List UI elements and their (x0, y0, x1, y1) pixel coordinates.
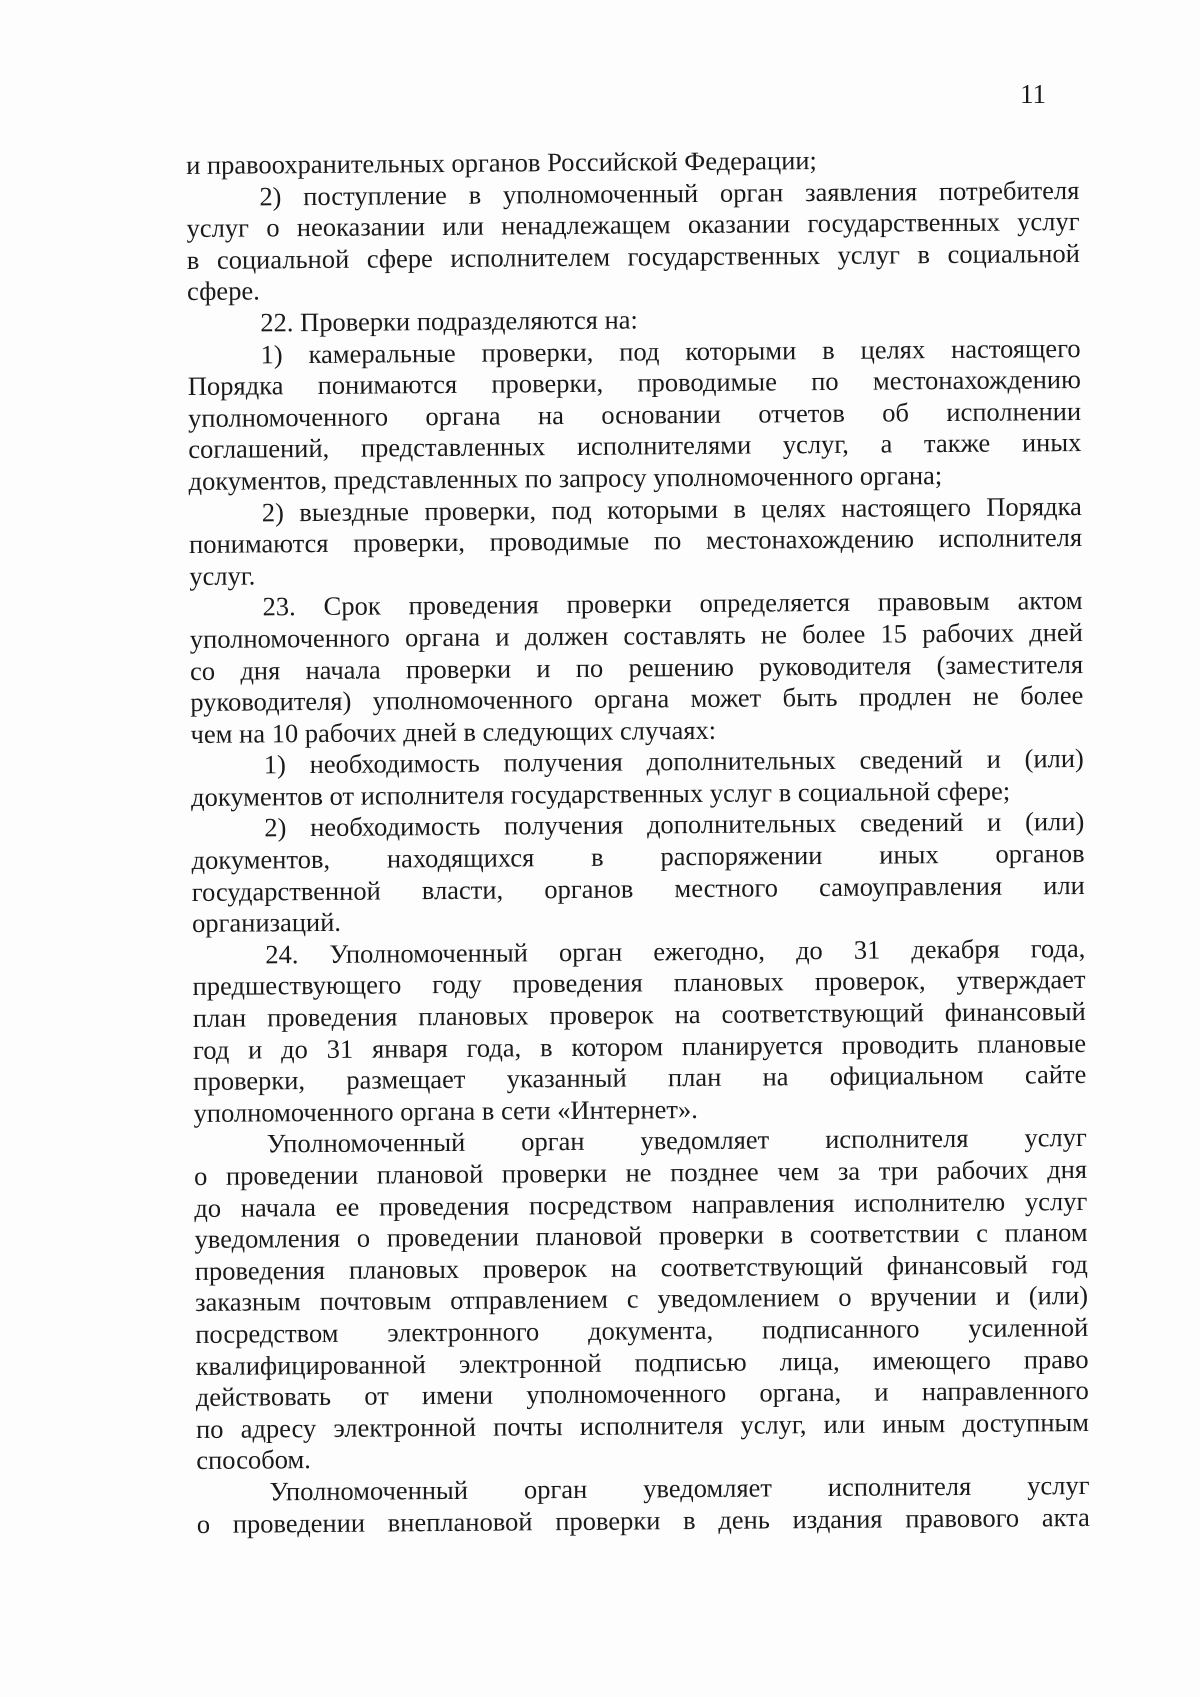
text-line: год и до 31 января года, в котором планируется проводить плановые (192, 1027, 1087, 1065)
text-line: 2) выездные проверки, под которыми в целях настоящего Порядка (261, 490, 1082, 527)
text-line: до начала ее проведения посредством направления исполнителю услуг (194, 1185, 1088, 1223)
text-line: проведения плановых проверок на соответствующий финансовый год (194, 1248, 1088, 1286)
text-line: уведомления о проведении плановой проверки в соответствии с планом (194, 1217, 1088, 1255)
text-line: Уполномоченный орган уведомляет исполнителя услуг (269, 1469, 1090, 1507)
page-number: 11 (1020, 79, 1046, 109)
text-line: сфере. (186, 275, 260, 307)
text-line: 1) камеральные проверки, под которыми в целях настоящего (260, 332, 1081, 369)
text-line: государственной власти, органов местного самоуправления или (191, 869, 1085, 907)
text-line: документов, представленных по запросу уполномоченного органа; (188, 460, 943, 496)
text-line: о проведении плановой проверки не позднее чем за три рабочих дня (193, 1153, 1088, 1191)
text-line: квалифицированной электронной подписью лица, имеющего право (195, 1343, 1089, 1381)
text-line: 1) необходимость получения дополнительных сведений и (или) (263, 743, 1084, 780)
text-line: уполномоченного органа в сети «Интернет». (193, 1093, 698, 1128)
text-line: Порядка понимаются проверки, проводимые по местонахождению (187, 364, 1081, 402)
text-line: заказным почтовым отправлением с уведомлением о вручении и (или) (194, 1280, 1089, 1318)
text-line: в социальной сфере исполнителем государственных услуг в социальной (186, 237, 1080, 275)
text-line: со дня начала проверки и по решению руководителя (заместителя (189, 648, 1084, 686)
text-line: документов от исполнителя государственных услуг в социальной сфере; (190, 775, 1011, 812)
text-line: 2) поступление в уполномоченный орган заявления потребителя (259, 174, 1080, 212)
text-line: действовать от имени уполномоченного органа, и направленного (195, 1375, 1089, 1413)
text-line: руководителя) уполномоченного органа может быть продлен не более (190, 680, 1084, 718)
text-line: понимаются проверки, проводимые по местонахождению исполнителя (188, 522, 1083, 560)
text-line: документов, находящихся в распоряжении иных органов (191, 838, 1085, 876)
text-line: услуг. (189, 560, 256, 591)
text-line: способом. (196, 1444, 311, 1476)
text-line: о проведении внеплановой проверки в день издания правового акта (196, 1501, 1090, 1539)
text-line: посредством электронного документа, подписанного усиленной (195, 1311, 1089, 1349)
text-line: 2) необходимость получения дополнительных сведений и (или) (264, 806, 1085, 843)
text-line: 22. Проверки подразделяются на: (260, 304, 638, 338)
text-line: услуг о неоказании или ненадлежащем оказании государственных услуг (186, 206, 1080, 244)
text-line: 23. Срок проведения проверки определяется правовым актом (262, 585, 1083, 622)
text-line: 24. Уполномоченный орган ежегодно, до 31 декабря года, (265, 932, 1086, 970)
document-body (186, 143, 1090, 1540)
text-line: уполномоченного органа и должен составлять не более 15 рабочих дней (189, 616, 1083, 654)
text-line: соглашений, представленных исполнителями услуг, а также иных (188, 427, 1082, 465)
text-line: уполномоченного органа на основании отчетов об исполнении (187, 395, 1082, 433)
text-line: организаций. (191, 907, 342, 939)
text-line: чем на 10 рабочих дней в следующих случаях: (190, 714, 717, 749)
text-line: предшествующего году проведения плановых проверок, утверждает (192, 964, 1086, 1002)
text-line: план проведения плановых проверок на соответствующий финансовый (192, 995, 1086, 1034)
text-line: и правоохранительных органов Российской Федерации; (186, 145, 817, 180)
text-line: по адресу электронной почты исполнителя услуг, или иным доступным (195, 1406, 1090, 1444)
text-line: Уполномоченный орган уведомляет исполнителя услуг (266, 1122, 1087, 1159)
text-line: проверки, размещает указанный план на официальном сайте (193, 1059, 1087, 1097)
